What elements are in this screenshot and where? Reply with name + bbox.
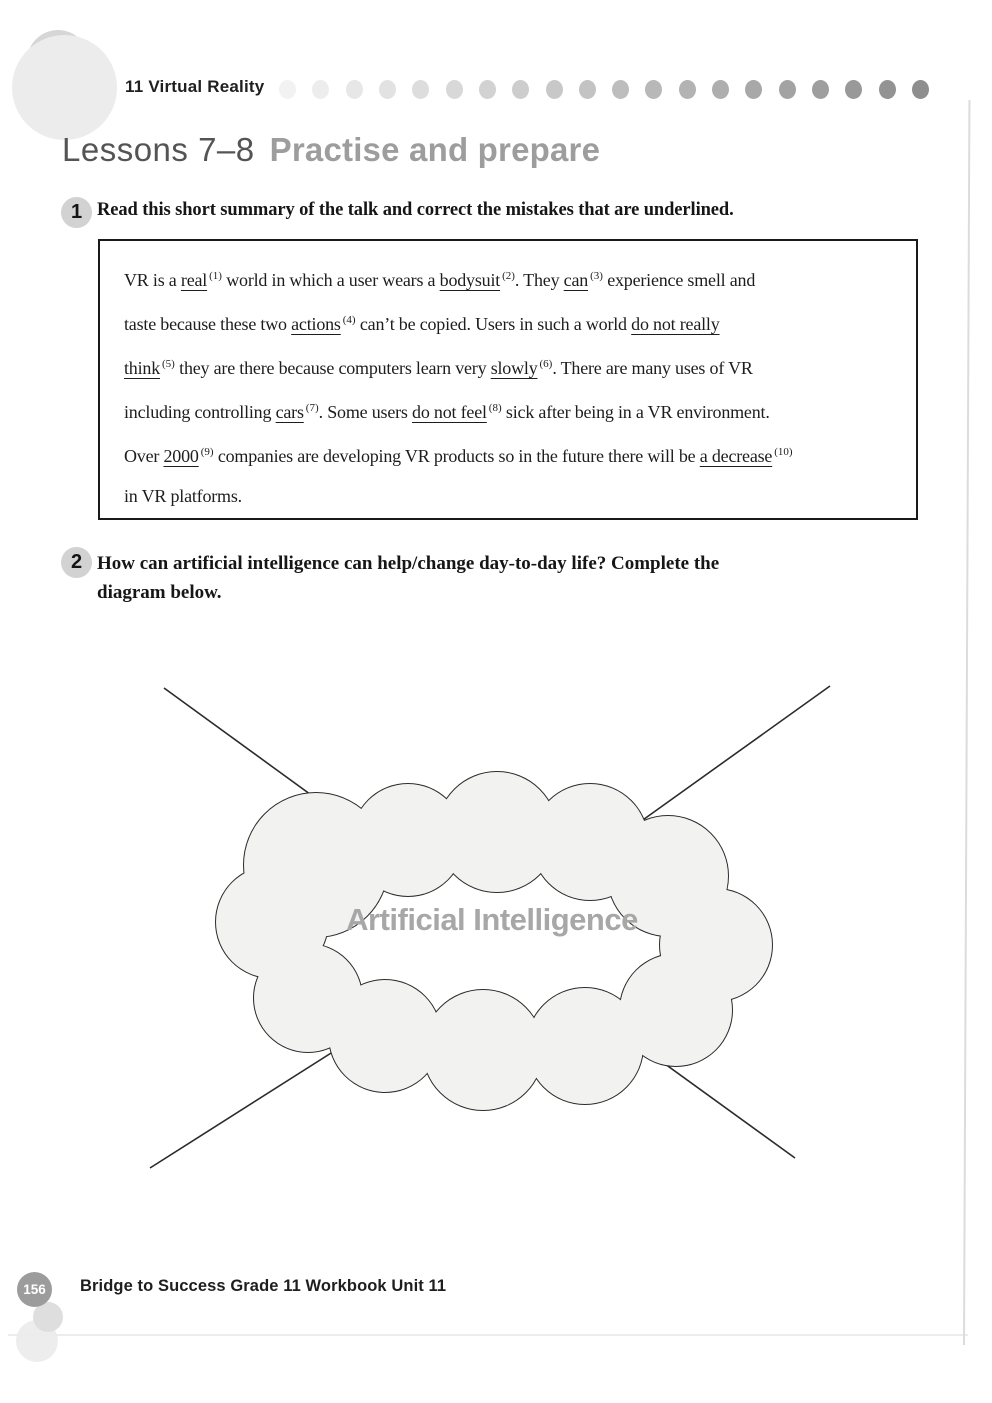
summary-text: including controlling xyxy=(124,402,276,422)
underlined-mistake: do not feel xyxy=(412,402,487,422)
header-dot xyxy=(412,80,429,99)
header-dot xyxy=(745,80,762,99)
scan-artifact-horizontal-line xyxy=(8,1334,968,1336)
header-dot xyxy=(779,80,796,99)
underlined-mistake: slowly xyxy=(490,358,538,378)
summary-text: can’t be copied. Users in such a world xyxy=(355,314,632,334)
exercise2-instruction-line2: diagram below. xyxy=(97,582,222,603)
summary-text: sick after being in a VR environment. xyxy=(501,402,770,422)
summary-text: they are there because computers learn very xyxy=(174,358,491,378)
summary-text: experience smell and xyxy=(602,270,756,290)
unit-number: 11 xyxy=(125,77,144,96)
underlined-mistake: real xyxy=(180,270,208,290)
underlined-mistake: 2000 xyxy=(163,446,199,466)
unit-header xyxy=(125,77,264,97)
exercise2-instruction-line1: How can artificial intelligence can help/change day-to-day life? Complete the xyxy=(97,553,720,574)
header-dot xyxy=(645,80,662,99)
mistake-number-superscript: (10) xyxy=(774,446,793,458)
exercise1-number-badge xyxy=(61,197,92,228)
page-number: 156 xyxy=(23,1282,46,1297)
underlined-mistake: do not really xyxy=(631,314,720,334)
underlined-mistake: cars xyxy=(275,402,304,422)
header-dot xyxy=(479,80,496,99)
page-number-badge xyxy=(17,1272,52,1307)
summary-text: . There are many uses of VR xyxy=(552,358,753,378)
header-dot xyxy=(612,80,629,99)
header-dot xyxy=(446,80,463,99)
mistake-number-superscript: (6) xyxy=(539,358,553,370)
branch-line-top-right xyxy=(640,686,830,822)
underlined-mistake: think xyxy=(124,358,161,378)
cloud-center-label: Artificial Intelligence xyxy=(346,902,638,937)
summary-text: world in which a user wears a xyxy=(221,270,440,290)
cloud-shape-fill xyxy=(216,772,772,1110)
summary-text: . Some users xyxy=(318,402,413,422)
underlined-mistake: can xyxy=(563,270,589,290)
summary-text: taste because these two xyxy=(124,314,292,334)
lesson-title-row xyxy=(62,131,600,169)
summary-line xyxy=(124,430,906,474)
unit-title: Virtual Reality xyxy=(148,77,265,96)
mind-map-diagram xyxy=(0,650,992,1210)
header-dot xyxy=(879,80,896,99)
mistake-number-superscript: (4) xyxy=(342,314,356,326)
mistake-number-superscript: (1) xyxy=(209,270,222,282)
exercise2-instruction xyxy=(97,549,719,607)
underlined-mistake: bodysuit xyxy=(439,270,501,290)
header-dot xyxy=(712,80,729,99)
summary-text: VR is a xyxy=(124,270,181,290)
header-dot xyxy=(912,80,929,99)
header-dot xyxy=(812,80,829,99)
exercise2-number-badge xyxy=(61,547,92,578)
exercise1-instruction: Read this short summary of the talk and correct the mistakes that are underlined. xyxy=(97,200,734,220)
mistake-number-superscript: (9) xyxy=(200,446,214,458)
summary-text-box xyxy=(98,239,918,520)
mistake-number-superscript: (8) xyxy=(488,402,502,414)
summary-line xyxy=(124,342,906,386)
summary-line xyxy=(124,254,906,298)
summary-line xyxy=(124,386,906,430)
summary-text: in VR platforms. xyxy=(124,486,242,506)
header-dot xyxy=(312,80,329,99)
mistake-number-superscript: (7) xyxy=(305,402,319,414)
underlined-mistake: actions xyxy=(291,314,341,334)
summary-text: companies are developing VR products so in the future there will be xyxy=(213,446,700,466)
mistake-number-superscript: (3) xyxy=(590,270,603,282)
header-dot xyxy=(845,80,862,99)
header-dot xyxy=(579,80,596,99)
underlined-mistake: a decrease xyxy=(699,446,773,466)
header-dot xyxy=(279,80,296,99)
mistake-number-superscript: (5) xyxy=(162,358,175,370)
header-dot xyxy=(512,80,529,99)
header-dot xyxy=(546,80,563,99)
header-dot xyxy=(679,80,696,99)
exercise2-number: 2 xyxy=(70,551,83,573)
exercise1-number: 1 xyxy=(70,201,83,223)
header-dot xyxy=(346,80,363,99)
header-dot xyxy=(379,80,396,99)
header-dots-row xyxy=(279,79,929,99)
lessons-label: Lessons 7–8 xyxy=(62,131,255,168)
summary-line xyxy=(124,298,906,342)
summary-text: . They xyxy=(514,270,564,290)
summary-line xyxy=(124,474,906,518)
mistake-number-superscript: (2) xyxy=(502,270,515,282)
summary-text: Over xyxy=(124,446,164,466)
footer-title: Bridge to Success Grade 11 Workbook Unit 11 xyxy=(80,1277,447,1295)
lessons-title: Practise and prepare xyxy=(269,131,601,168)
decorative-circle-light xyxy=(12,35,117,140)
